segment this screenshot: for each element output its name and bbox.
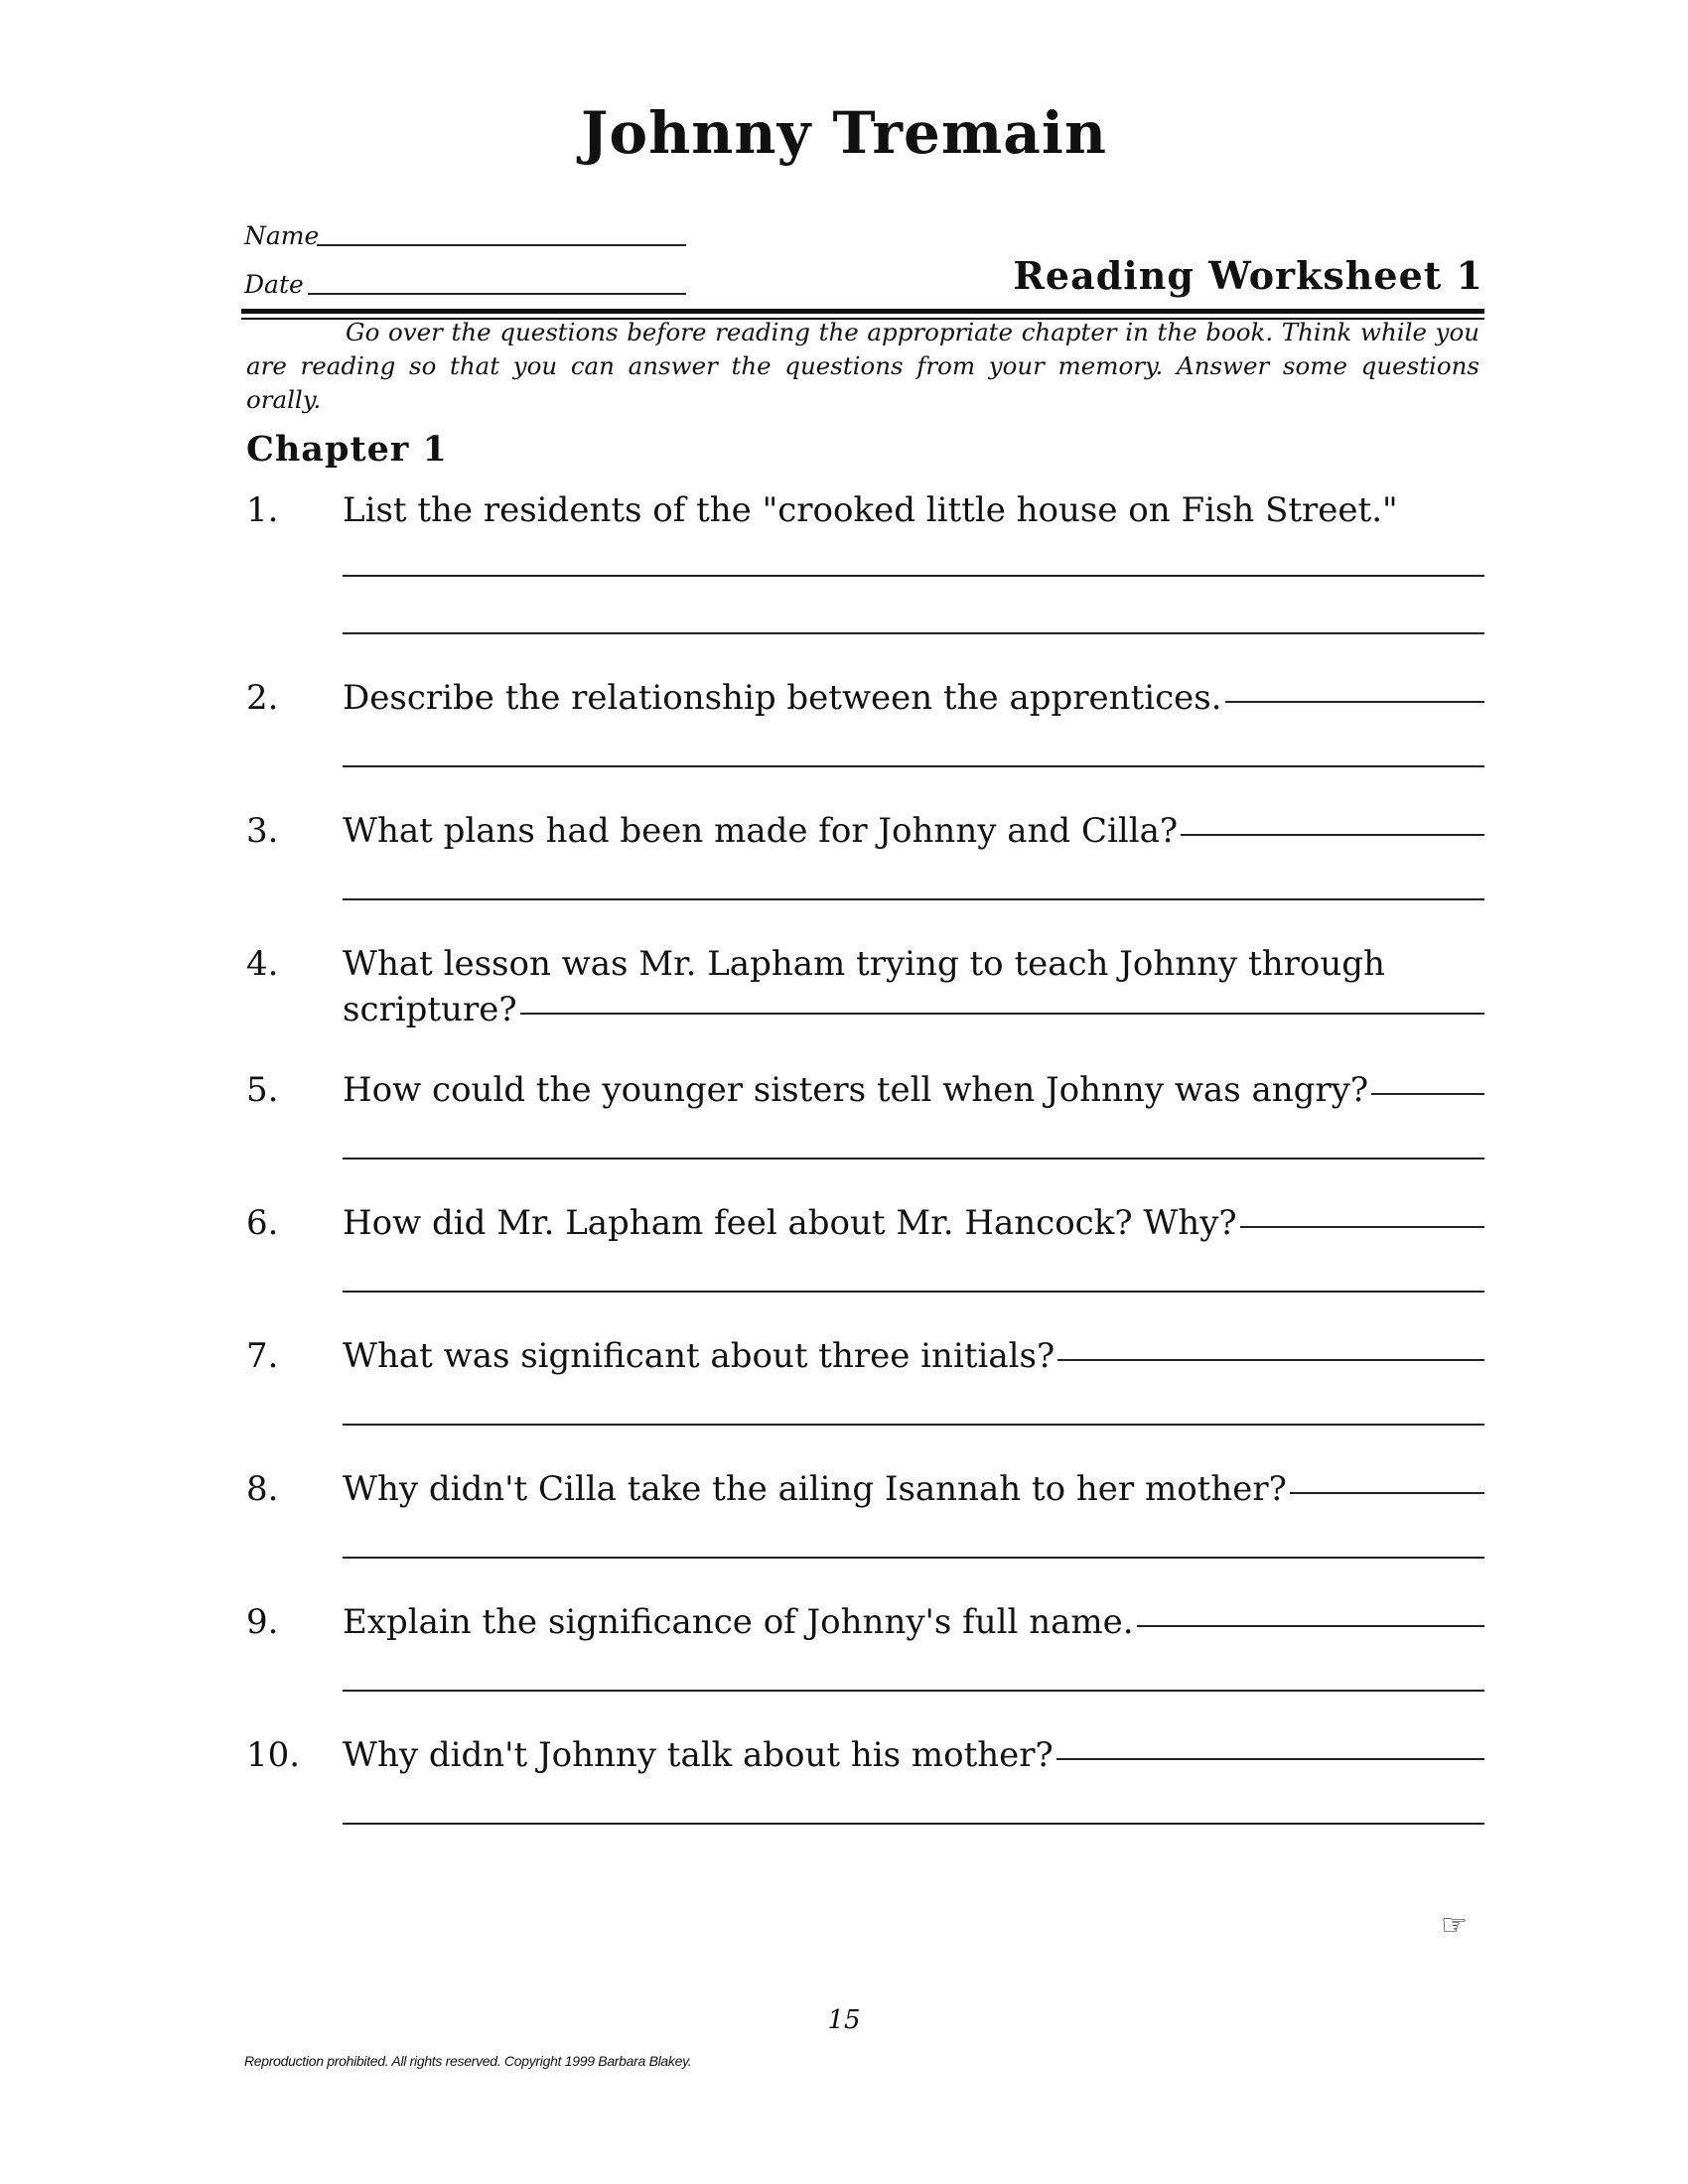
question-number: 5. — [246, 1070, 279, 1110]
answer-line[interactable] — [1240, 1226, 1484, 1228]
question-number: 7. — [246, 1336, 279, 1376]
answer-line[interactable] — [343, 1424, 1484, 1426]
answer-line[interactable] — [343, 1291, 1484, 1293]
answer-line[interactable] — [343, 1690, 1484, 1692]
instructions-text: Go over the questions before reading the appropriate chapter in the book. Think while you are reading so that you can answer the questions from your memory. Answer some questions orally. — [246, 318, 1479, 414]
question-text-continued: scripture? — [343, 990, 517, 1029]
question-number: 9. — [246, 1602, 279, 1642]
question-number: 1. — [246, 490, 279, 530]
question-number: 3. — [246, 811, 279, 851]
question-number: 8. — [246, 1469, 279, 1509]
question-text: What plans had been made for Johnny and Cilla? — [343, 811, 1179, 851]
answer-line[interactable] — [1137, 1625, 1484, 1627]
answer-line[interactable] — [343, 1557, 1484, 1559]
answer-line[interactable] — [1371, 1093, 1484, 1095]
page-title: Johnny Tremain — [580, 99, 1108, 167]
name-field[interactable] — [244, 221, 319, 250]
header-rule-thick — [241, 309, 1484, 314]
question-text: Explain the significance of Johnny's full name. — [343, 1602, 1134, 1642]
name-label: Name — [244, 221, 320, 250]
worksheet-label: Reading Worksheet 1 — [1013, 253, 1483, 298]
answer-line[interactable] — [343, 632, 1484, 634]
page-number: 15 — [827, 2005, 861, 2035]
question-text: List the residents of the "crooked little house on Fish Street." — [343, 490, 1398, 530]
question-number: 6. — [246, 1203, 279, 1243]
question-number: 2. — [246, 678, 279, 718]
question-text: What lesson was Mr. Lapham trying to teach Johnny through — [343, 944, 1385, 984]
answer-line[interactable] — [343, 898, 1484, 900]
answer-line[interactable] — [343, 575, 1484, 577]
chapter-heading: Chapter 1 — [246, 429, 448, 470]
answer-line[interactable] — [1181, 834, 1484, 836]
answer-line[interactable] — [1056, 1758, 1484, 1760]
question-text: What was significant about three initials? — [343, 1336, 1055, 1376]
answer-line[interactable] — [343, 1158, 1484, 1160]
question-text: Why didn't Cilla take the ailing Isannah to her mother? — [343, 1469, 1287, 1509]
question-number: 10. — [246, 1735, 301, 1775]
question-number: 4. — [246, 944, 279, 984]
name-blank-line[interactable] — [317, 244, 686, 246]
answer-line[interactable] — [520, 1013, 1484, 1015]
copyright-notice: Reproduction prohibited. All rights reserved. Copyright 1999 Barbara Blakey. — [244, 2053, 692, 2069]
answer-line[interactable] — [1290, 1492, 1484, 1494]
answer-line[interactable] — [1057, 1359, 1484, 1361]
answer-line[interactable] — [343, 765, 1484, 767]
date-blank-line[interactable] — [308, 293, 686, 295]
answer-line[interactable] — [343, 1823, 1484, 1825]
date-field[interactable] — [244, 270, 304, 299]
question-text: How did Mr. Lapham feel about Mr. Hancock? Why? — [343, 1203, 1237, 1243]
pointing-hand-icon: ☞ — [1441, 1908, 1468, 1943]
question-text: Why didn't Johnny talk about his mother? — [343, 1735, 1054, 1775]
date-label: Date — [244, 270, 304, 299]
question-text: How could the younger sisters tell when Johnny was angry? — [343, 1070, 1369, 1110]
question-text: Describe the relationship between the apprentices. — [343, 678, 1222, 718]
answer-line[interactable] — [1225, 701, 1484, 703]
